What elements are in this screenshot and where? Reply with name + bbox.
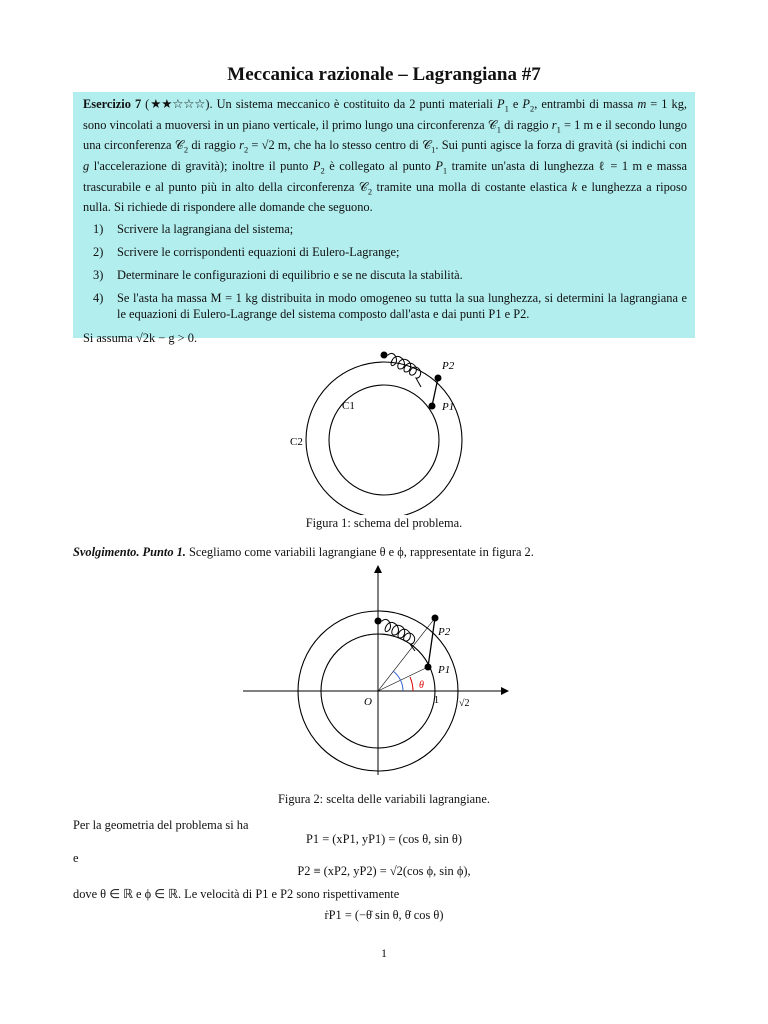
spring-anchor bbox=[375, 618, 382, 625]
page-title: Meccanica razionale – Lagrangiana #7 bbox=[227, 64, 541, 85]
page-number: 1 bbox=[381, 946, 387, 960]
label-sqrt2: √2 bbox=[459, 698, 470, 709]
figure-1-caption: Figura 1: schema del problema. bbox=[305, 516, 463, 530]
spring bbox=[378, 619, 415, 651]
figure-2 bbox=[243, 565, 513, 780]
spring-anchor bbox=[381, 352, 388, 359]
figure-1 bbox=[290, 345, 480, 515]
label-theta: θ bbox=[419, 680, 424, 691]
label-origin: O bbox=[364, 696, 372, 708]
point-p1 bbox=[429, 403, 436, 410]
exercise-intro: Esercizio 7 (★★☆☆☆). Un sistema meccanico è costituito da 2 punti materiali $P_1$ e $P_2$, entrambi di massa m = 1 kg, sono vincolati a muoversi in un piano verticale, il primo lungo una circonferenza 𝒞$_1$ di raggio $r_1 = 1$ m e il secondo lungo una circonferenza 𝒞$_2$ di raggio $r_2 = √2$ m, che ha lo stesso centro di 𝒞$_1$. Sui punti agisce la forza di gravità (si indichi con g l'accelerazione di gravità); inoltre il punto $P_2$ è collegato al punto $P_1$ tramite un'asta di lunghezza ℓ = 1 m e massa trascurabile e al punto più in alto della circonferenza 𝒞$_2$ tramite una molla di costante elastica k e lunghezza a riposo nulla. Si richiede di rispondere alle domande che seguono. bbox=[83, 97, 688, 215]
geometry-text: Per la geometria del problema si ha bbox=[73, 818, 249, 832]
point-p1 bbox=[425, 664, 432, 671]
question-item: 4) Se l'asta ha massa M = 1 kg distribuita in modo omogeneo su tutta la sua lunghezza, si determini la lagrangiana e le equazioni di Eulero-Lagrange del sistema composto dall'asta e dai punti P1 e P2. bbox=[93, 291, 687, 322]
domain-text: dove θ ∈ ℝ e ϕ ∈ ℝ. Le velocità di P1 e P2 sono rispettivamente bbox=[73, 887, 400, 901]
equation-velocity: ṙP1 = (−θ̇ sin θ, θ̇ cos θ) bbox=[324, 908, 444, 922]
label-p2: P2 bbox=[442, 360, 455, 372]
phi-arc bbox=[393, 671, 403, 691]
equation-p2: P2 ≡ (xP2, yP2) = √2(cos ϕ, sin ϕ), bbox=[297, 864, 471, 878]
label-p1: P1 bbox=[438, 664, 451, 676]
question-list bbox=[83, 221, 687, 323]
rod bbox=[432, 378, 438, 406]
and-text: e bbox=[73, 851, 79, 865]
question-item: 1) Scrivere la lagrangiana del sistema; bbox=[93, 221, 294, 236]
label-one: 1 bbox=[434, 695, 439, 706]
label-p2: P2 bbox=[438, 626, 451, 638]
radius-p2 bbox=[378, 618, 435, 691]
equation-p1: P1 = (xP1, yP1) = (cos θ, sin θ) bbox=[306, 832, 462, 846]
question-item: 2) Scrivere le corrispondenti equazioni di Eulero-Lagrange; bbox=[93, 244, 400, 259]
exercise-box bbox=[73, 92, 695, 345]
label-p1: P1 bbox=[442, 401, 455, 413]
point-p2 bbox=[432, 615, 439, 622]
label-c2: C2 bbox=[290, 436, 303, 448]
label-c1: C1 bbox=[342, 400, 355, 412]
question-item: 3) Determinare le configurazioni di equilibrio e se ne discuta la stabilità. bbox=[93, 267, 463, 282]
solution-intro: Svolgimento. Punto 1. Scegliamo come variabili lagrangiane θ e ϕ, rappresentate in figura 2. bbox=[73, 545, 534, 559]
spring bbox=[384, 353, 421, 387]
figure-2-caption: Figura 2: scelta delle variabili lagrangiane. bbox=[278, 792, 490, 806]
theta-arc bbox=[410, 677, 413, 691]
point-p2 bbox=[435, 375, 442, 382]
assumption: Si assuma √2k − g > 0. bbox=[83, 330, 198, 345]
